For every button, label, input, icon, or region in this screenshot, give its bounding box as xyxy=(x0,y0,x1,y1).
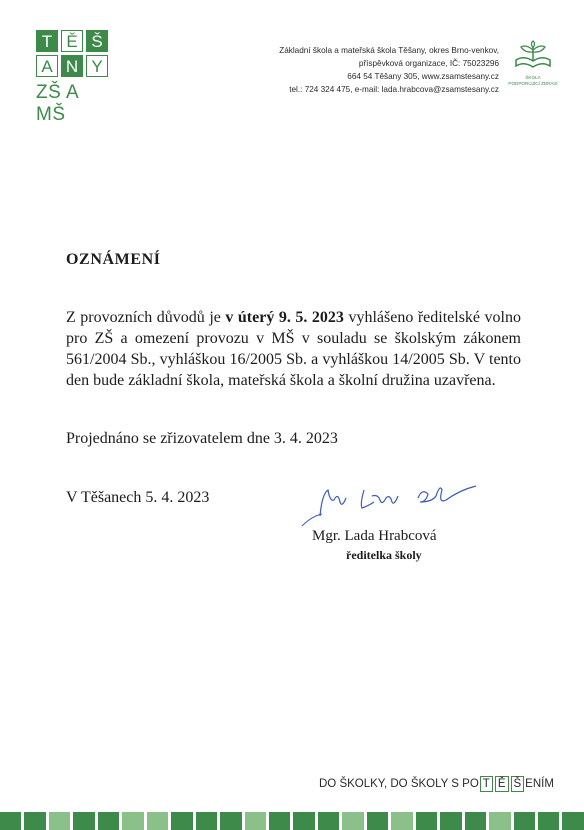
logo-letter: Š xyxy=(86,30,108,52)
school-logo xyxy=(36,30,112,126)
footer-bar-segment xyxy=(196,812,217,830)
footer-bar-segment xyxy=(416,812,437,830)
footer-slogan xyxy=(319,776,554,792)
paragraph-text-before: Z provozních důvodů je xyxy=(66,309,226,326)
slogan-box-letter: Š xyxy=(511,776,525,792)
footer-bar-segment xyxy=(293,812,314,830)
footer-bar-segment xyxy=(391,812,412,830)
footer-bar-segment xyxy=(171,812,192,830)
header-line: 664 54 Těšany 305, www.zsamstesany.cz xyxy=(347,72,499,81)
header-line: Základní škola a mateřská škola Těšany, okres Brno-venkov, xyxy=(279,46,499,55)
logo-letter: A xyxy=(36,55,58,77)
footer-bar-segment xyxy=(98,812,119,830)
signature-scribble-icon xyxy=(300,476,490,528)
agreed-with-founder: Projednáno se zřizovatelem dne 3. 4. 2023 xyxy=(66,430,338,447)
footer-bar-segment xyxy=(220,812,241,830)
place-and-date: V Těšanech 5. 4. 2023 xyxy=(66,489,210,506)
signer-role: ředitelka školy xyxy=(346,548,422,562)
healthy-school-crest xyxy=(507,40,559,87)
slogan-box-letter: T xyxy=(480,776,493,792)
footer-bar-segment xyxy=(24,812,45,830)
footer-bar-segment xyxy=(538,812,559,830)
footer-bar-segment xyxy=(562,812,583,830)
signer-name: Mgr. Lada Hrabcová xyxy=(312,528,437,544)
logo-letter: Y xyxy=(86,55,108,77)
footer-bar-segment xyxy=(122,812,143,830)
footer-bar-segment xyxy=(73,812,94,830)
footer-bar-segment xyxy=(318,812,339,830)
footer-bar-segment xyxy=(465,812,486,830)
document-title: OZNÁMENÍ xyxy=(66,251,161,268)
closure-date: v úterý 9. 5. 2023 xyxy=(225,309,344,326)
handwritten-signature xyxy=(300,476,490,533)
slogan-suffix: ENÍM xyxy=(525,778,554,790)
footer-bar-segment xyxy=(489,812,510,830)
footer-bar-segment xyxy=(440,812,461,830)
logo-letter: Ě xyxy=(61,30,83,52)
crest-line-1: ŠKOLA xyxy=(525,75,541,80)
logo-letter: N xyxy=(61,55,83,77)
footer-color-bar xyxy=(0,812,584,830)
announcement-paragraph xyxy=(66,307,521,391)
footer-bar-segment xyxy=(245,812,266,830)
footer-bar-segment xyxy=(367,812,388,830)
header-line: tel.: 724 324 475, e-mail: lada.hrabcova@zsamstesany.cz xyxy=(289,85,499,94)
paragraph-text-after: vyhlášeno ředitelské volno pro ZŠ a omezení provozu v MŠ v souladu se školským zákonem 561/2004 Sb., vyhláškou 16/2005 Sb. a vyhláškou 14/2005 Sb. V tento den bude základní škola, mateřská škola a školní družina uzavřena. xyxy=(66,309,522,389)
logo-letter: T xyxy=(36,30,58,52)
book-tree-icon xyxy=(512,40,554,70)
logo-letter-grid xyxy=(36,30,112,77)
footer-bar-segment xyxy=(49,812,70,830)
school-contact-block xyxy=(279,44,499,96)
slogan-prefix: DO ŠKOLKY, DO ŠKOLY S PO xyxy=(319,778,479,790)
footer-bar-segment xyxy=(269,812,290,830)
footer-bar-segment xyxy=(342,812,363,830)
footer-bar-segment xyxy=(514,812,535,830)
crest-line-2: PODPORUJÍCÍ ZDRAVÍ xyxy=(508,81,558,86)
header-line: příspěvková organizace, IČ: 75023296 xyxy=(358,59,499,68)
logo-subtitle: ZŠ A MŠ xyxy=(36,82,79,125)
slogan-box-letter: Ě xyxy=(495,776,509,792)
footer-bar-segment xyxy=(147,812,168,830)
footer-bar-segment xyxy=(0,812,21,830)
